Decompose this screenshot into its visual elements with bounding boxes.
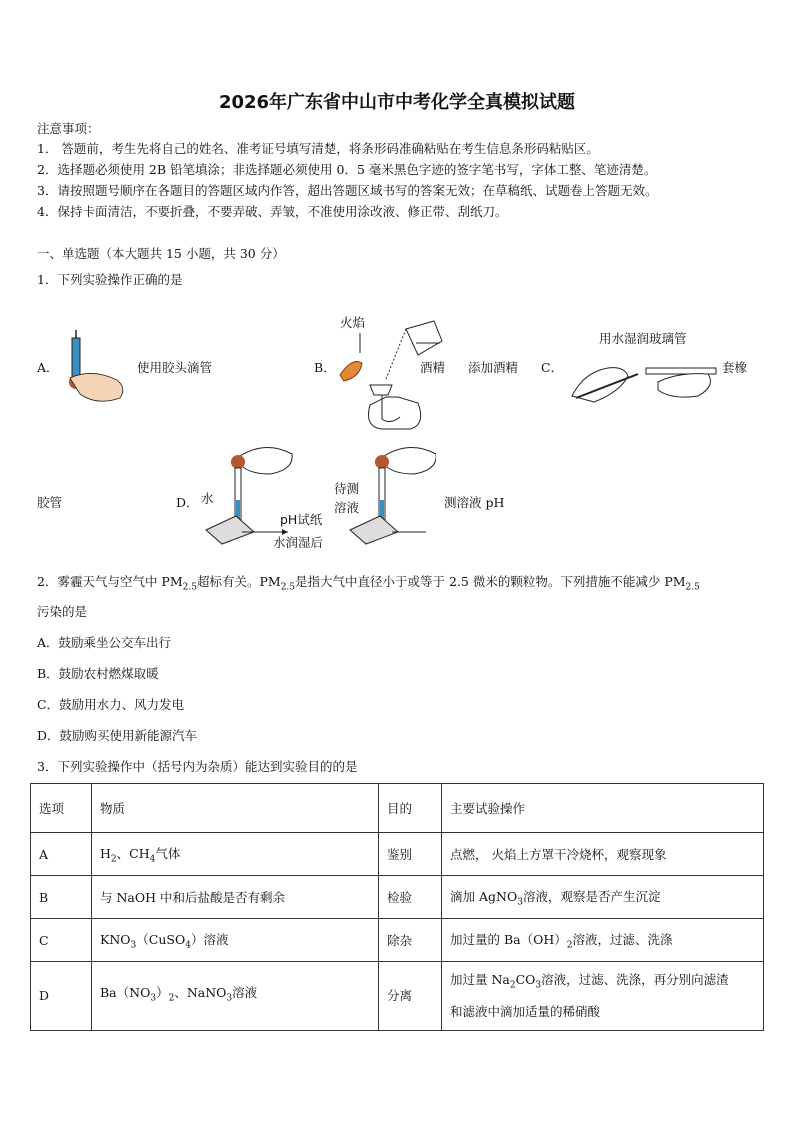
ph-test-figure <box>196 440 436 550</box>
q2-stem: 2．雾霾天气与空气中 $PM_{2.5}$超标有关。$PM_{2.5}$是指大气中直径小于或等于 2.5 微米的颗粒物。下列措施不能减少 $PM_{2.5}$ <box>37 574 700 593</box>
cell-operation: 加过量 $Na_2CO_3$溶液，过滤、洗涤，再分别向滤渣 和滤液中滴加适量的稀硝酸 <box>442 962 764 1031</box>
q1-option-c-letter: C． <box>541 360 564 375</box>
q2-option: C．鼓励用水力、风力发电 <box>37 697 185 712</box>
notice-item: 3．请按照题号顺序在各题目的答题区域内作答，超出答题区域书写的答案无效；在草稿纸、试题卷上答题无效。 <box>37 183 658 198</box>
table-row <box>31 962 764 1031</box>
table-row <box>31 876 764 919</box>
cell-substance: $H_2$、$CH_4$气体 <box>92 833 379 876</box>
header-cell: 目的 <box>379 784 442 833</box>
q1-b-fire-label: 火焰 <box>340 315 366 330</box>
header-cell: 选项 <box>31 784 92 833</box>
exam-title: 2026年广东省中山市中考化学全真模拟试题 <box>218 92 576 113</box>
cell-option: D <box>31 962 92 1031</box>
q1-d-wet-label: 水润湿后 <box>273 535 324 550</box>
cell-operation: 点燃， 火焰上方罩干冷烧杯，观察现象 <box>442 833 764 876</box>
q2-option: B．鼓励农村燃煤取暖 <box>37 666 159 681</box>
q1-d-water-label: 水 <box>201 491 214 506</box>
cell-operation: 滴加 AgNO$_3$溶液，观察是否产生沉淀 <box>442 876 764 919</box>
cell-option: C <box>31 919 92 962</box>
notice-item: 1． 答题前，考生先将自己的姓名、准考证号填写清楚，将条形码准确粘贴在考生信息条形码粘贴区。 <box>37 141 599 156</box>
q1-option-a-letter: A． <box>37 360 59 375</box>
glass-tube-figure <box>568 352 718 412</box>
header-cell: 主要试验操作 <box>442 784 764 833</box>
q1-option-d-text: 测溶液 pH <box>444 495 505 510</box>
q1-d-liquid-label-2: 溶液 <box>334 500 360 515</box>
table-header-row <box>31 784 764 833</box>
cell-substance: $KNO_3(CuSO_4)$溶液 <box>92 919 379 962</box>
q2-option: A．鼓励乘坐公交车出行 <box>37 635 172 650</box>
q1-option-a-text: 使用胶头滴管 <box>137 360 213 375</box>
q1-option-b-letter: B． <box>314 360 336 375</box>
q2-stem-cont: 污染的是 <box>37 604 88 619</box>
table-row <box>31 833 764 876</box>
q1-option-b-text: 添加酒精 <box>468 360 519 375</box>
header-cell: 物质 <box>92 784 379 833</box>
q1-d-liquid-label-1: 待测 <box>334 481 360 496</box>
q1-stem: 1．下列实验操作正确的是 <box>37 272 183 287</box>
q1-d-paper-label: pH试纸 <box>280 512 323 527</box>
q1-c-label: 用水湿润玻璃管 <box>599 331 687 346</box>
q2-option: D．鼓励购买使用新能源汽车 <box>37 728 198 743</box>
q1-option-d-letter: D． <box>176 495 199 510</box>
q3-table <box>30 783 764 1031</box>
cell-option: A <box>31 833 92 876</box>
cell-goal: 检验 <box>379 876 442 919</box>
cell-substance: 与 NaOH 中和后盐酸是否有剩余 <box>92 876 379 919</box>
notice-heading: 注意事项： <box>37 121 100 136</box>
cell-operation: 加过量的 $Ba(OH)_2$溶液，过滤、洗涤 <box>442 919 764 962</box>
table-row <box>31 919 764 962</box>
cell-goal: 除杂 <box>379 919 442 962</box>
q3-stem: 3．下列实验操作中（括号内为杂质）能达到实验目的的是 <box>37 759 358 774</box>
cell-substance: $Ba(NO_3)_2$、NaNO$_3$溶液 <box>92 962 379 1031</box>
section-heading: 一、单选题（本大题共 15 小题，共 30 分） <box>37 246 285 261</box>
dropper-figure <box>62 328 132 408</box>
q1-b-alcohol-label: 酒精 <box>420 360 446 375</box>
q1-option-c-tail: 套橡 <box>722 360 748 375</box>
cell-goal: 分离 <box>379 962 442 1031</box>
cell-goal: 鉴别 <box>379 833 442 876</box>
cell-option: B <box>31 876 92 919</box>
q1-option-c-cont: 胶管 <box>37 495 63 510</box>
notice-item: 2．选择题必须使用 2B 铅笔填涂；非选择题必须使用 0．5 毫米黑色字迹的签字笔书写，字体工整、笔迹清楚。 <box>37 162 657 177</box>
notice-item: 4．保持卡面清洁，不要折叠，不要弄破、弄皱，不准使用涂改液、修正带、刮纸刀。 <box>37 204 508 219</box>
